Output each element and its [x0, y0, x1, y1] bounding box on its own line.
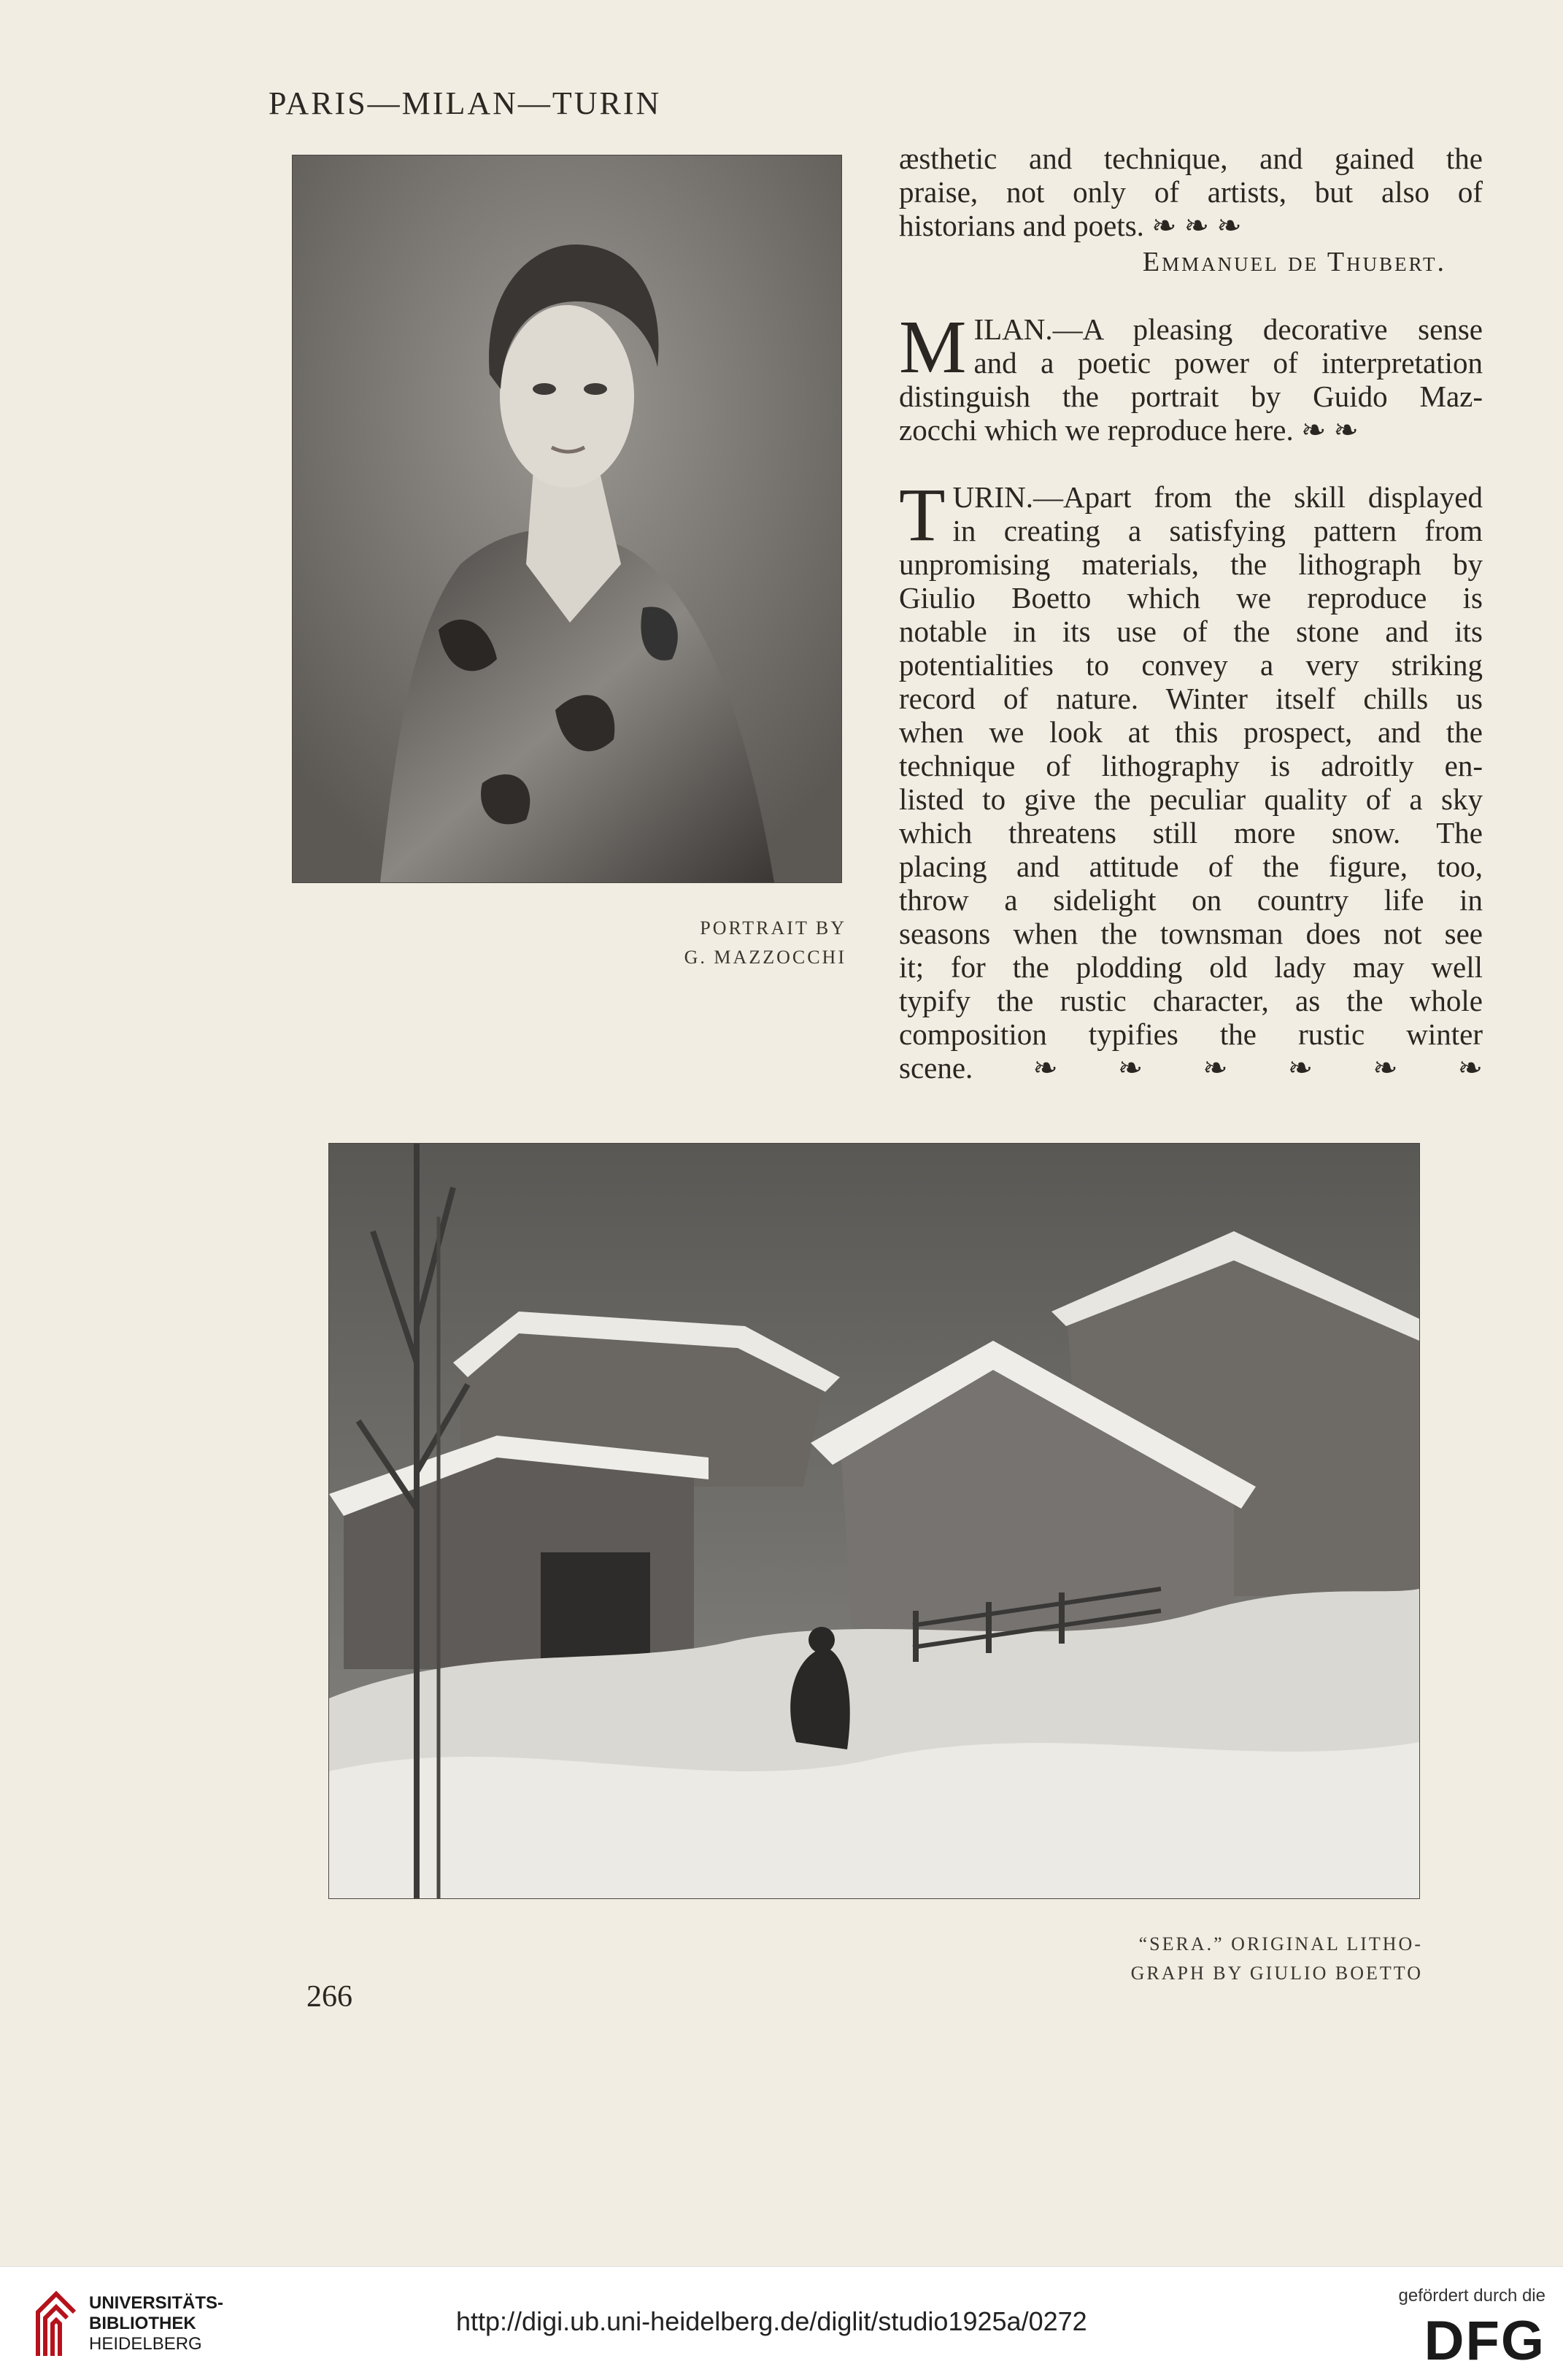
university-library-logo-icon	[31, 2283, 82, 2363]
text-line: listed to give the peculiar quality of a sky	[899, 782, 1483, 816]
library-name-line: HEIDELBERG	[89, 2334, 202, 2354]
author-signature	[899, 245, 1483, 279]
text-line: URIN.—Apart from the skill displayed	[952, 480, 1483, 514]
portrait-caption-line: PORTRAIT BY	[700, 917, 846, 939]
text-line: zocchi which we reproduce here. ❧ ❧	[899, 413, 1359, 447]
dfg-logo: DFG	[1424, 2310, 1545, 2372]
portrait-caption	[642, 914, 846, 972]
text-line: scene. ❧ ❧ ❧ ❧ ❧ ❧	[899, 1051, 1483, 1085]
milan-paragraph	[899, 305, 1483, 447]
winter-lithograph-illustration	[328, 1143, 1420, 1899]
text-line: which threatens still more snow. The	[899, 816, 1483, 850]
text-line: technique of lithography is adroitly en-	[899, 749, 1483, 782]
winter-caption-line: GRAPH BY GIULIO BOETTO	[1130, 1963, 1423, 1984]
turin-dropcap: T	[899, 473, 946, 557]
library-name-line: BIBLIOTHEK	[89, 2314, 196, 2333]
text-line: throw a sidelight on country life in	[899, 883, 1483, 917]
text-column	[899, 142, 1483, 1085]
winter-caption-line: “SERA.” ORIGINAL LITHO-	[1138, 1933, 1423, 1955]
text-line: unpromising materials, the lithograph by	[899, 547, 1483, 581]
text-line: record of nature. Winter itself chills us	[899, 682, 1483, 715]
turin-paragraph	[899, 473, 1483, 1085]
text-line: in creating a satisfying pattern from	[952, 514, 1483, 547]
portrait-caption-line: G. MAZZOCCHI	[684, 947, 846, 968]
text-line: ILAN.—A pleasing decorative sense	[973, 312, 1483, 346]
library-name	[89, 2293, 223, 2354]
text-line: placing and attitude of the figure, too,	[899, 850, 1483, 883]
digitization-footer	[0, 2266, 1563, 2380]
text-line: it; for the plodding old lady may well	[899, 950, 1483, 984]
text-line: typify the rustic character, as the whole	[899, 984, 1483, 1017]
text-line: notable in its use of the stone and its	[899, 615, 1483, 648]
text-line: distinguish the portrait by Guido Maz-	[899, 380, 1483, 413]
text-line: and a poetic power of interpretation	[973, 346, 1483, 380]
text-line: when we look at this prospect, and the	[899, 715, 1483, 749]
text-line: composition typifies the rustic winter	[899, 1017, 1483, 1051]
signature-text: Emmanuel de Thubert.	[1142, 247, 1446, 277]
running-head: PARIS—MILAN—TURIN	[269, 85, 662, 121]
milan-dropcap: M	[899, 305, 967, 389]
text-line: potentialities to convey a very striking	[899, 648, 1483, 682]
library-name-line: UNIVERSITÄTS-	[89, 2293, 224, 2313]
portrait-illustration	[292, 155, 842, 883]
text-line: seasons when the townsman does not see	[899, 917, 1483, 950]
text-line: æsthetic and technique, and gained the	[899, 142, 1483, 175]
text-line: Giulio Boetto which we reproduce is	[899, 581, 1483, 615]
funder-label: gefördert durch die	[1398, 2286, 1545, 2306]
text-line: praise, not only of artists, but also of	[899, 175, 1483, 209]
text-line: historians and poets. ❧ ❧ ❧	[899, 209, 1242, 242]
winter-caption	[1036, 1930, 1423, 1988]
page-number: 266	[306, 1980, 352, 2014]
permalink-url[interactable]: http://digi.ub.uni-heidelberg.de/diglit/studio1925a/0272	[456, 2306, 1087, 2336]
